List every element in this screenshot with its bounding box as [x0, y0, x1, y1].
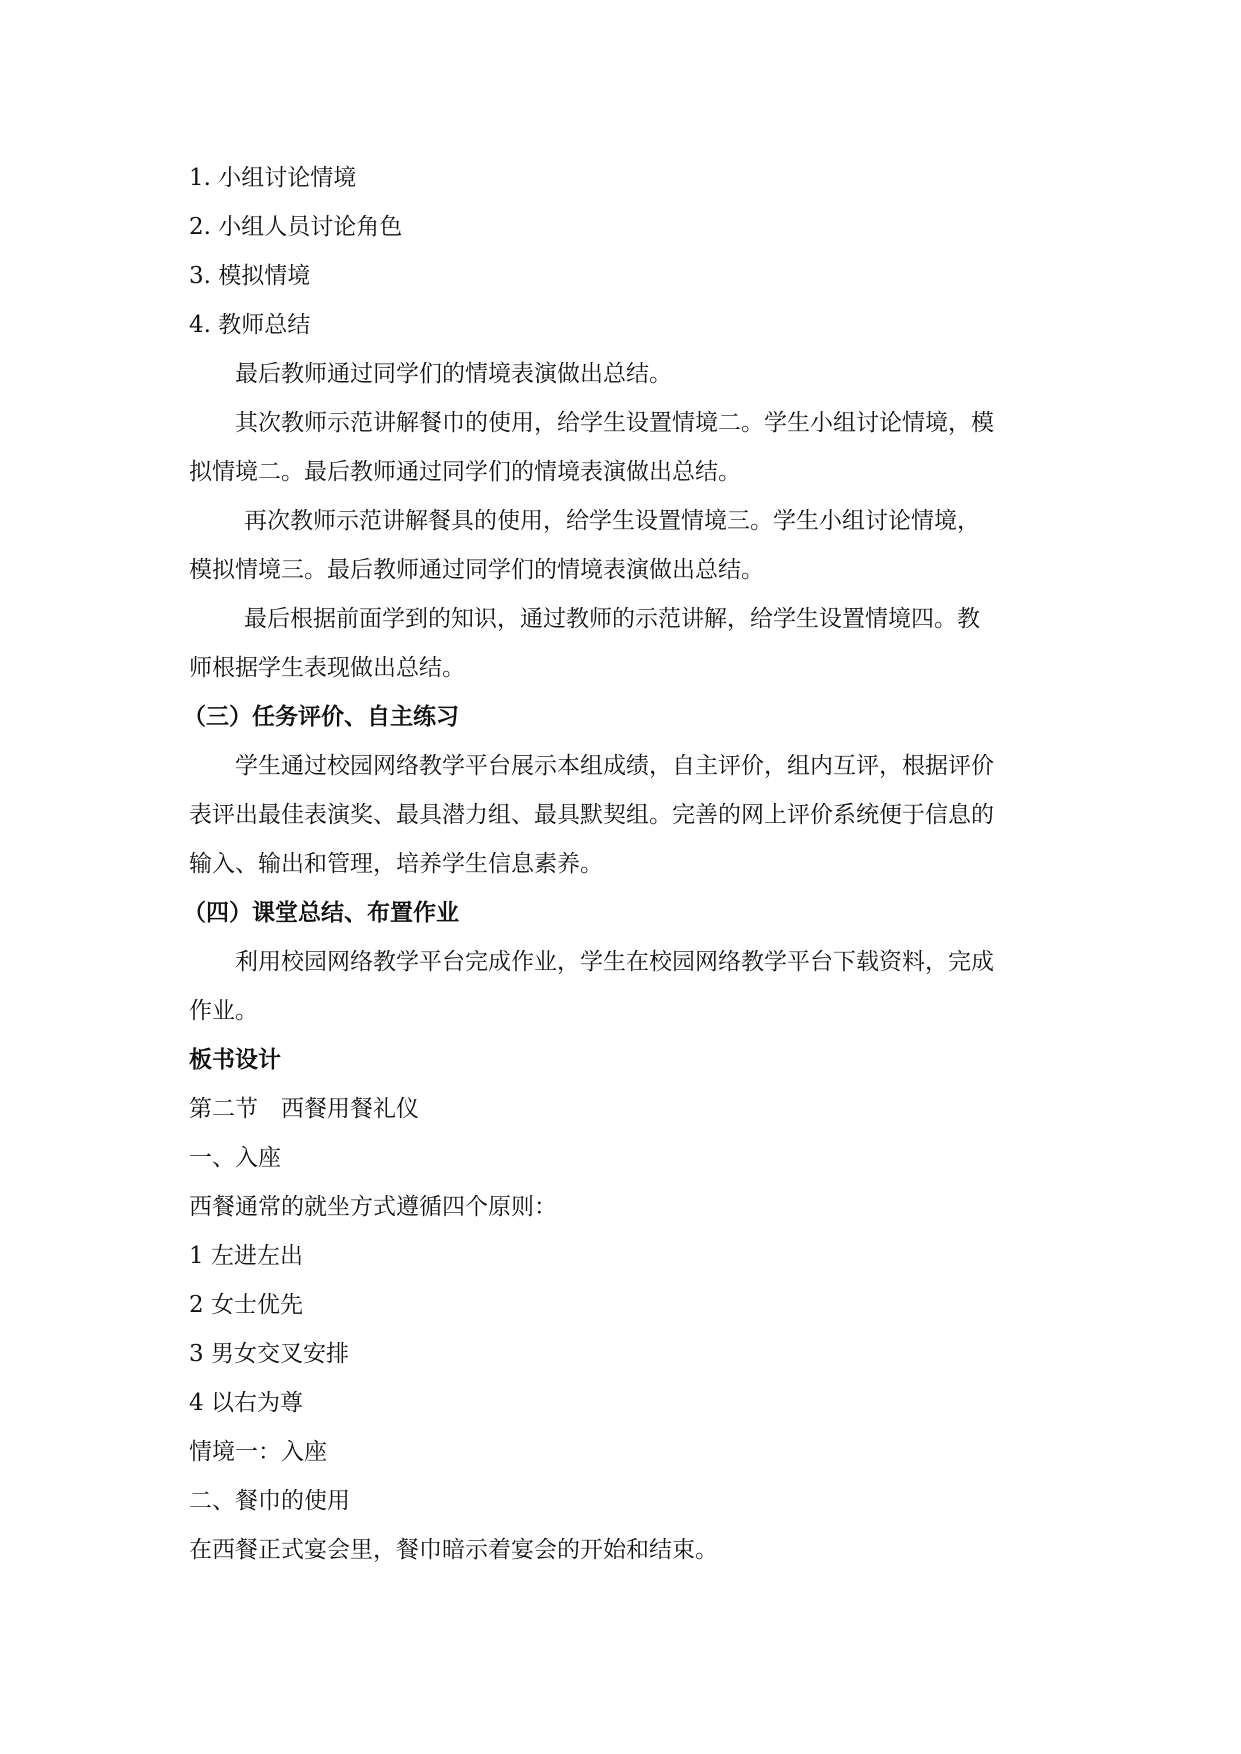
- board-design-heading: 板书设计: [189, 1047, 281, 1073]
- section-heading-summary: （四）课堂总结、布置作业: [183, 900, 459, 926]
- homework-line-1: 利用校园网络教学平台完成作业，学生在校园网络教学平台下载资料，完成: [235, 949, 994, 975]
- board-rule-1: 1 左进左出: [189, 1243, 303, 1269]
- section-heading-evaluation: （三）任务评价、自主练习: [183, 704, 459, 730]
- paragraph-tableware-line-2: 模拟情境三。最后教师通过同学们的情境表演做出总结。: [189, 557, 764, 583]
- board-seating-intro: 西餐通常的就坐方式遵循四个原则：: [189, 1194, 557, 1220]
- board-chapter-title: 第二节 西餐用餐礼仪: [189, 1096, 419, 1122]
- paragraph-scene4-line-1: 最后根据前面学到的知识，通过教师的示范讲解，给学生设置情境四。教: [244, 606, 980, 632]
- paragraph-napkin-line-2: 拟情境二。最后教师通过同学们的情境表演做出总结。: [189, 459, 741, 485]
- board-part-napkin: 二、餐巾的使用: [189, 1488, 350, 1514]
- paragraph-tableware-line-1: 再次教师示范讲解餐具的使用，给学生设置情境三。学生小组讨论情境，: [244, 508, 980, 534]
- document-page: [183, 154, 1069, 1575]
- evaluation-line-2: 表评出最佳表演奖、最具潜力组、最具默契组。完善的网上评价系统便于信息的: [189, 802, 994, 828]
- board-rule-2: 2 女士优先: [189, 1292, 303, 1318]
- step-item-2: 2. 小组人员讨论角色: [189, 214, 403, 240]
- paragraph-scene4-line-2: 师根据学生表现做出总结。: [189, 655, 465, 681]
- paragraph-summary-1: 最后教师通过同学们的情境表演做出总结。: [235, 361, 672, 387]
- board-rule-4: 4 以右为尊: [189, 1390, 303, 1416]
- evaluation-line-1: 学生通过校园网络教学平台展示本组成绩，自主评价，组内互评，根据评价: [235, 753, 994, 779]
- evaluation-line-3: 输入、输出和管理，培养学生信息素养。: [189, 851, 603, 877]
- step-item-4: 4. 教师总结: [189, 312, 311, 338]
- step-item-3: 3. 模拟情境: [189, 263, 311, 289]
- board-scene-1: 情境一：入座: [189, 1439, 327, 1465]
- board-part-seating: 一、入座: [189, 1145, 281, 1171]
- paragraph-napkin-line-1: 其次教师示范讲解餐巾的使用，给学生设置情境二。学生小组讨论情境，模: [235, 410, 994, 436]
- board-napkin-text: 在西餐正式宴会里，餐巾暗示着宴会的开始和结束。: [189, 1537, 718, 1563]
- homework-line-2: 作业。: [189, 998, 258, 1024]
- board-rule-3: 3 男女交叉安排: [189, 1341, 349, 1367]
- step-item-1: 1. 小组讨论情境: [189, 165, 357, 191]
